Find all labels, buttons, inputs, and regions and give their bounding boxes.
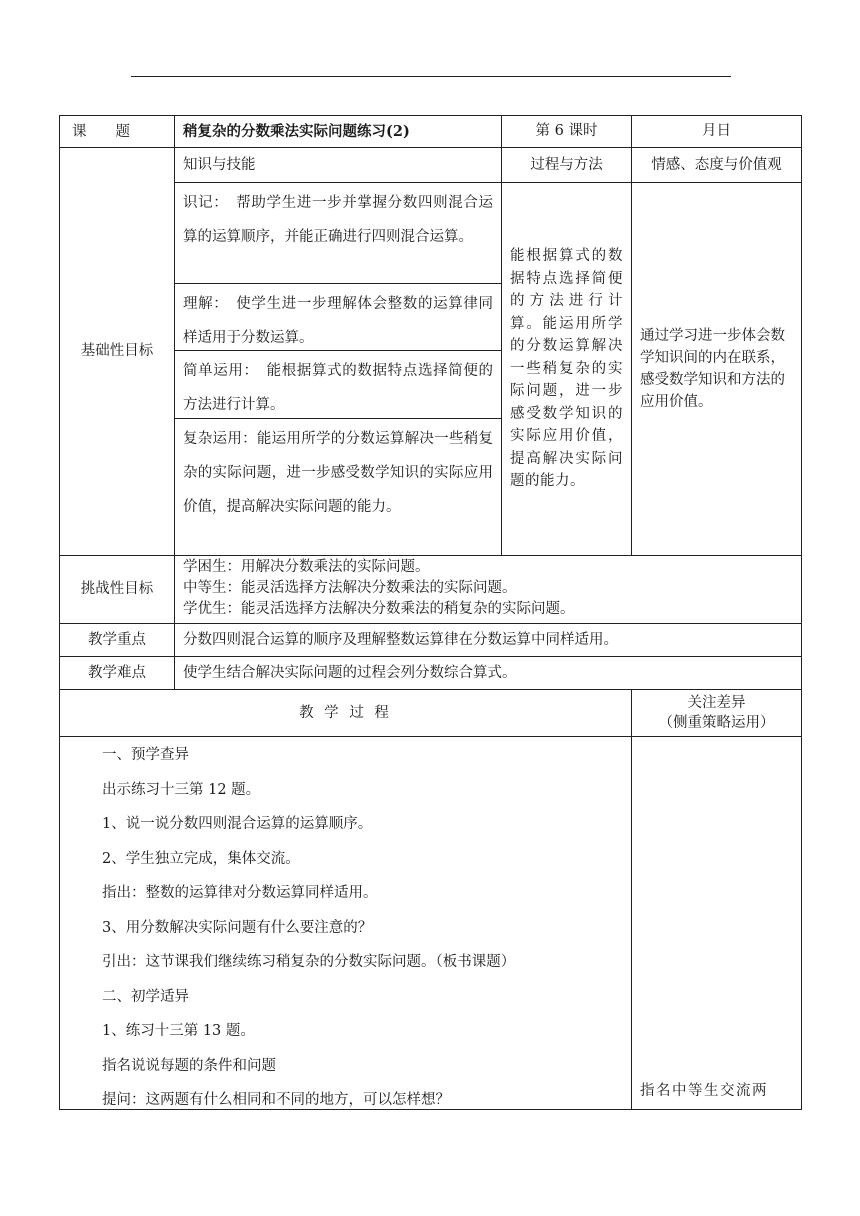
header-rule (131, 76, 731, 77)
key-point-label: 教学重点 (59, 623, 175, 657)
differences-column (631, 736, 802, 1110)
process-methods-header: 过程与方法 (501, 147, 632, 183)
process-line: 引出：这节课我们继续练习稍复杂的分数实际问题。（板书课题） (102, 954, 516, 970)
process-line: 指出：整数的运算律对分数运算同样适用。 (102, 885, 378, 901)
process-line: 出示练习十三第 12 题。 (102, 781, 261, 798)
challenge-line-advanced: 学优生：能灵活选择方法解决分数乘法的稍复杂的实际问题。 (183, 601, 575, 617)
challenge-line-average: 中等生：能灵活选择方法解决分数乘法的实际问题。 (183, 580, 517, 596)
knowledge-item-recall: 识记： 帮助学生进一步并掌握分数四则混合运算的运算顺序，并能正确进行四则混合运算。 (174, 182, 502, 284)
knowledge-item-simple-apply: 简单运用： 能根据算式的数据特点选择简便的方法进行计算。 (174, 350, 502, 419)
process-line: 提问：这两题有什么相同和不同的地方，可以怎样想？ (102, 1092, 450, 1108)
teaching-process-body (59, 736, 632, 1110)
process-line: 1、说一说分数四则混合运算的运算顺序。 (102, 816, 373, 832)
topic-title: 稍复杂的分数乘法实际问题练习(2) (174, 115, 502, 148)
challenge-line-struggling: 学困生：用解决分数乘法的实际问题。 (183, 559, 430, 575)
challenge-objectives-text (174, 555, 802, 624)
date-cell: 月日 (631, 115, 802, 148)
lesson-number: 第 6 课时 (501, 115, 632, 148)
emotion-values-header: 情感、态度与价值观 (631, 147, 802, 183)
process-methods-text: 能根据算式的数据特点选择简便的方法进行计算。能运用所学的分数运算解决一些稍复杂的实际问题，进一步感受数学知识的实际应用价值，提高解决实际问题的能力。 (501, 182, 632, 556)
key-point-text: 分数四则混合运算的顺序及理解整数运算律在分数运算中同样适用。 (174, 623, 802, 657)
process-line: 1、练习十三第 13 题。 (102, 1023, 255, 1039)
basic-objectives-label: 基础性目标 (59, 147, 175, 556)
differences-note: 指名中等生交流两 (640, 1083, 768, 1099)
process-line: 二、初学适异 (102, 988, 189, 1005)
teaching-process-header: 教 学 过 程 (59, 689, 632, 737)
difficulty-label: 教学难点 (59, 656, 175, 690)
challenge-objectives-label: 挑战性目标 (59, 555, 175, 624)
process-line: 一、预学查异 (102, 747, 189, 763)
process-line: 2、学生独立完成，集体交流。 (102, 850, 300, 867)
knowledge-skills-header: 知识与技能 (174, 147, 502, 183)
difficulty-text: 使学生结合解决实际问题的过程会列分数综合算式。 (174, 656, 802, 690)
process-line: 3、用分数解决实际问题有什么要注意的？ (102, 919, 373, 936)
knowledge-item-understand: 理解： 使学生进一步理解体会整数的运算律同样适用于分数运算。 (174, 283, 502, 351)
process-line: 指名说说每题的条件和问题 (102, 1057, 276, 1074)
topic-label: 课 题 (59, 115, 175, 148)
knowledge-item-complex-apply: 复杂运用：能运用所学的分数运算解决一些稍复杂的实际问题，进一步感受数学知识的实际应用价值，提高解决实际问题的能力。 (174, 418, 502, 556)
differences-header: 关注差异 （侧重策略运用） (631, 689, 802, 737)
emotion-values-text: 通过学习进一步体会数学知识间的内在联系，感受数学知识和方法的应用价值。 (631, 182, 802, 556)
